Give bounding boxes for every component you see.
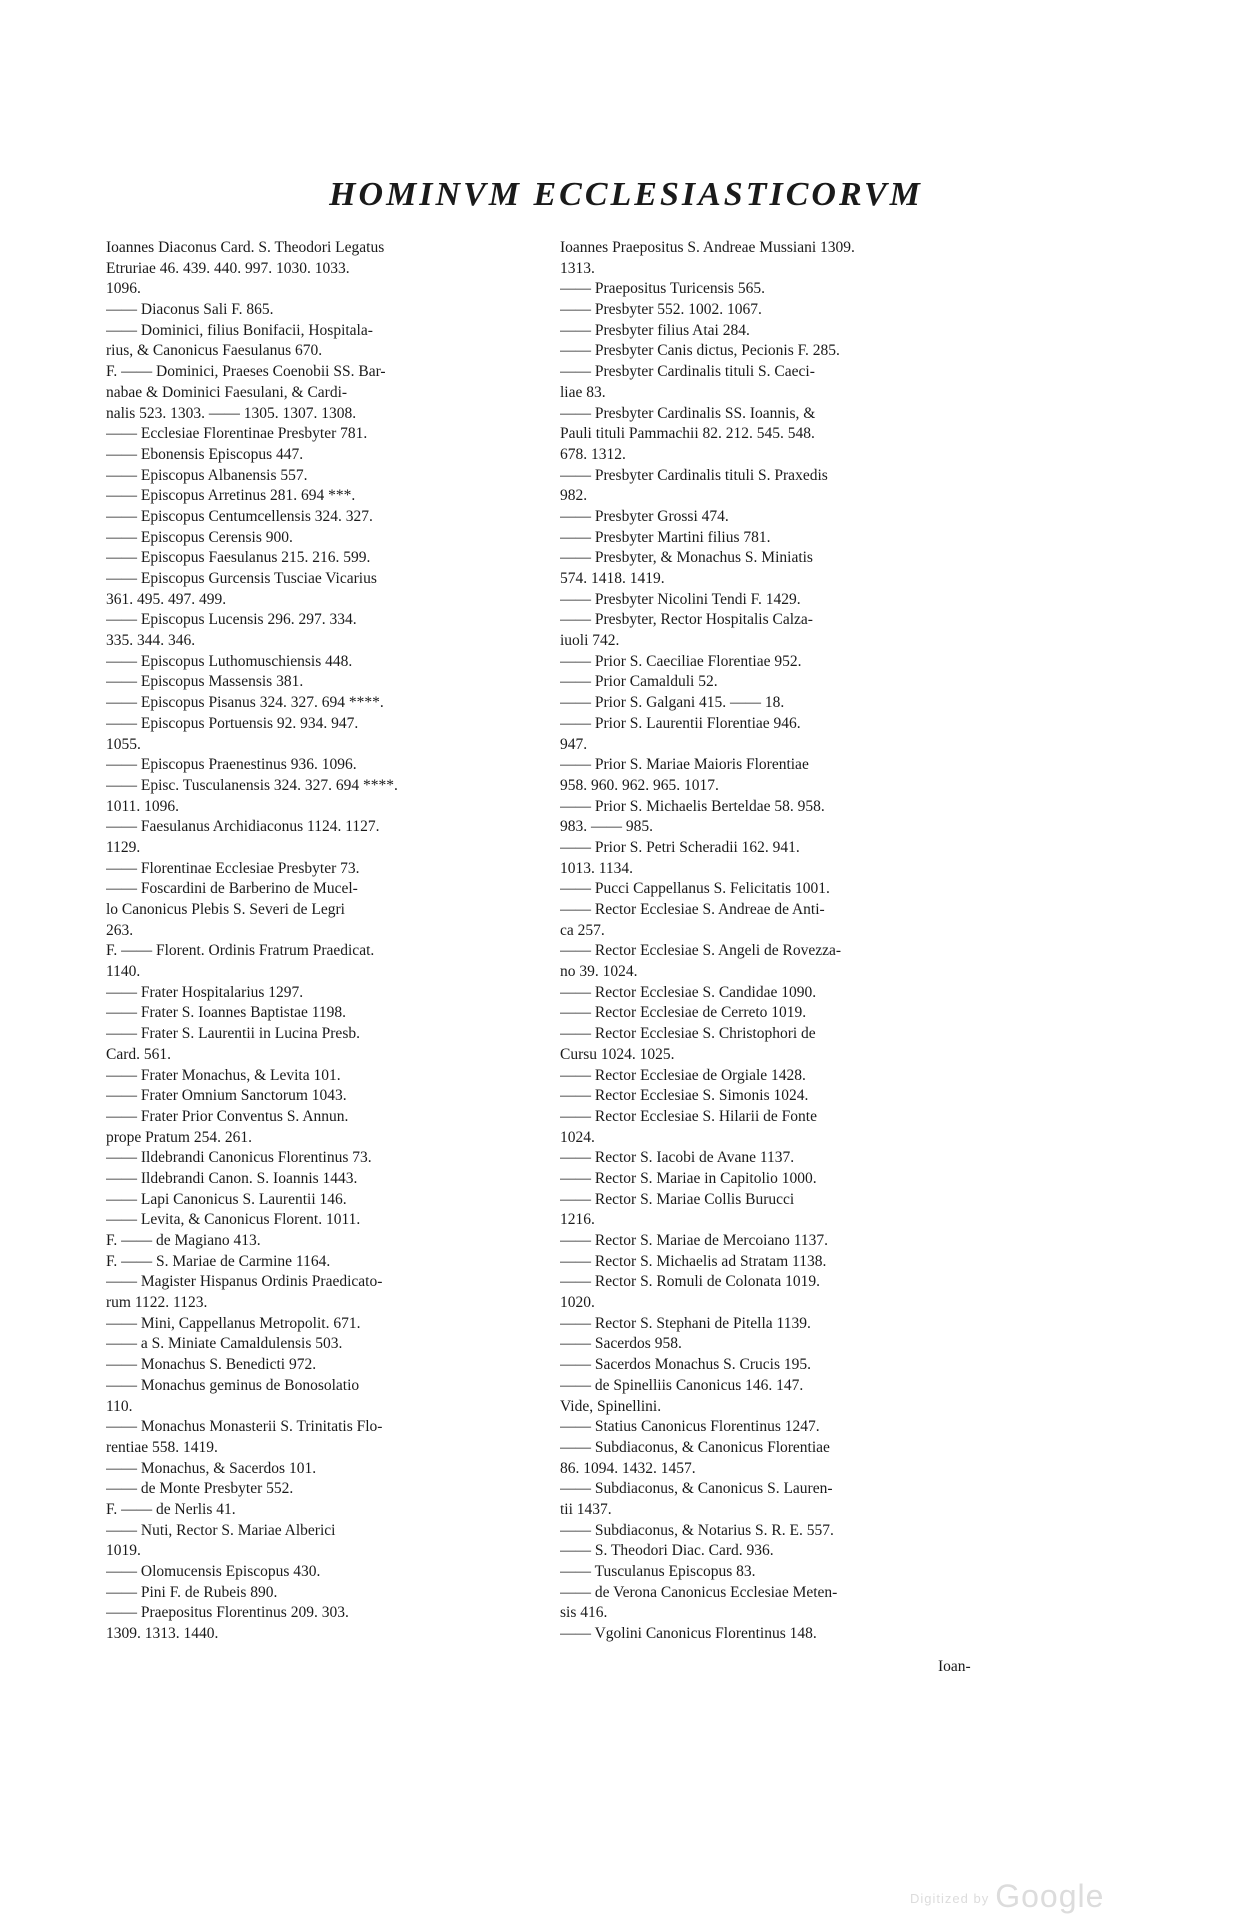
index-entry: —— Episcopus Albanensis 557. — [106, 466, 308, 484]
digitized-watermark — [910, 1878, 1104, 1915]
index-entry: —— Ebonensis Episcopus 447. — [106, 445, 304, 463]
index-entry: Pauli tituli Pammachii 82. 212. 545. 548. — [560, 425, 815, 443]
index-entry: —— Episc. Tusculanensis 324. 327. 694 ****. — [106, 776, 398, 794]
index-entry: F. —— de Magiano 413. — [106, 1232, 261, 1249]
index-entry: 982. — [560, 487, 588, 505]
index-entry: 1011. 1096. — [106, 797, 180, 815]
index-entry: 1309. 1313. 1440. — [106, 1625, 219, 1643]
index-entry: —— Rector Ecclesiae S. Christophori de — [560, 1025, 816, 1043]
index-entry: —— de Spinelliis Canonicus 146. 147. — [560, 1376, 804, 1394]
index-entry: —— de Monte Presbyter 552. — [106, 1480, 294, 1498]
index-entry: —— Frater Monachus, & Levita 101. — [106, 1066, 341, 1084]
index-entry: —— Episcopus Praenestinus 936. 1096. — [106, 756, 357, 774]
page-title: HOMINVM ECCLESIASTICORVM — [329, 176, 923, 213]
index-entry: —— Frater Omnium Sanctorum 1043. — [106, 1087, 347, 1105]
watermark-prefix: Digitized by — [910, 1891, 990, 1907]
index-entry: —— Presbyter Martini filius 781. — [560, 528, 771, 546]
index-entry: 983. —— 985. — [560, 818, 653, 836]
index-entry: —— Rector Ecclesiae S. Andreae de Anti- — [560, 901, 825, 918]
index-entry: —— Praepositus Turicensis 565. — [560, 280, 765, 298]
catchword: Ioan- — [938, 1658, 971, 1675]
index-entry: —— Foscardini de Barberino de Mucel- — [106, 880, 358, 898]
index-entry: 1140. — [106, 963, 141, 981]
index-entry: —— Presbyter Nicolini Tendi F. 1429. — [560, 590, 801, 608]
index-entry: —— a S. Miniate Camaldulensis 503. — [106, 1335, 343, 1353]
index-entry: 958. 960. 962. 965. 1017. — [560, 776, 719, 794]
index-entry: —— Rector S. Romuli de Colonata 1019. — [560, 1273, 821, 1291]
index-entry: Ioannes Diaconus Card. S. Theodori Legatus — [106, 239, 385, 256]
index-entry: —— Monachus geminus de Bonosolatio — [106, 1376, 360, 1394]
index-entry: nabae & Dominici Faesulani, & Cardi- — [106, 383, 348, 401]
index-entry: —— Presbyter 552. 1002. 1067. — [560, 301, 762, 319]
index-entry: 574. 1418. 1419. — [560, 570, 665, 587]
index-entry: rius, & Canonicus Faesulanus 670. — [106, 342, 323, 360]
index-entry: prope Pratum 254. 261. — [106, 1128, 252, 1146]
index-entry: 335. 344. 346. — [106, 632, 196, 650]
index-entry: —— Subdiaconus, & Canonicus Florentiae — [560, 1438, 830, 1456]
index-entry: —— Pucci Cappellanus S. Felicitatis 1001. — [560, 880, 830, 898]
index-entry: —— Rector S. Iacobi de Avane 1137. — [560, 1149, 795, 1167]
index-entry: —— Subdiaconus, & Notarius S. R. E. 557. — [560, 1521, 834, 1539]
index-entry: Ioannes Praepositus S. Andreae Mussiani 1309. — [560, 239, 855, 256]
index-entry: 263. — [106, 921, 134, 939]
index-entry: —— Presbyter, Rector Hospitalis Calza- — [560, 611, 813, 629]
index-entry: —— Presbyter Grossi 474. — [560, 507, 729, 525]
index-entry: iuoli 742. — [560, 632, 620, 650]
index-entry: —— Rector S. Michaelis ad Stratam 1138. — [560, 1252, 827, 1270]
index-entry: —— Rector Ecclesiae S. Candidae 1090. — [560, 983, 817, 1001]
index-entry: —— Faesulanus Archidiaconus 1124. 1127. — [106, 818, 380, 836]
index-entry: 361. 495. 497. 499. — [106, 590, 227, 608]
index-entry: —— Prior S. Caeciliae Florentiae 952. — [560, 652, 802, 670]
index-entry: —— Frater S. Ioannes Baptistae 1198. — [106, 1004, 347, 1022]
index-entry: 110. — [106, 1397, 133, 1415]
index-entry: —— Nuti, Rector S. Mariae Alberici — [106, 1521, 336, 1539]
index-entry: Vide, Spinellini. — [560, 1397, 662, 1415]
index-entry: —— Frater S. Laurentii in Lucina Presb. — [106, 1025, 360, 1043]
index-entry: —— Olomucensis Episcopus 430. — [106, 1563, 321, 1580]
index-entry: —— Presbyter Canis dictus, Pecionis F. 285. — [560, 342, 840, 360]
index-entry: —— Mini, Cappellanus Metropolit. 671. — [106, 1314, 361, 1332]
index-entry: —— de Verona Canonicus Ecclesiae Meten- — [560, 1583, 838, 1601]
index-entry: —— Magister Hispanus Ordinis Praedicato- — [106, 1273, 383, 1291]
index-entry: —— Episcopus Massensis 381. — [106, 673, 304, 691]
index-entry: —— Episcopus Luthomuschiensis 448. — [106, 652, 353, 670]
google-logo-text: Google — [995, 1878, 1105, 1914]
index-entry: —— Praepositus Florentinus 209. 303. — [106, 1604, 349, 1622]
index-entry: 1019. — [106, 1542, 141, 1560]
index-entry: —— Presbyter, & Monachus S. Miniatis — [560, 549, 813, 567]
index-entry: no 39. 1024. — [560, 963, 638, 981]
index-entry: —— Rector Ecclesiae de Cerreto 1019. — [560, 1004, 807, 1022]
index-entry: —— Episcopus Arretinus 281. 694 ***. — [106, 487, 356, 505]
index-entry: —— Rector S. Mariae de Mercoiano 1137. — [560, 1232, 829, 1249]
index-entry: —— Presbyter Cardinalis SS. Ioannis, & — [560, 404, 816, 422]
index-entry: 1024. — [560, 1128, 595, 1146]
index-entry: —— Prior S. Michaelis Berteldae 58. 958. — [560, 797, 825, 815]
index-entry: —— Presbyter filius Atai 284. — [560, 321, 750, 339]
index-entry: —— Rector Ecclesiae S. Angeli de Rovezza- — [560, 942, 842, 960]
index-entry: —— Monachus Monasterii S. Trinitatis Flo- — [106, 1418, 383, 1436]
index-entry: rentiae 558. 1419. — [106, 1438, 218, 1456]
index-entry: —— Ildebrandi Canon. S. Ioannis 1443. — [106, 1169, 358, 1187]
index-entry: tii 1437. — [560, 1500, 612, 1518]
index-entry: —— Ecclesiae Florentinae Presbyter 781. — [106, 425, 368, 443]
index-entry: —— Frater Hospitalarius 1297. — [106, 983, 304, 1001]
index-entry: liae 83. — [560, 383, 606, 401]
index-entry: —— Rector Ecclesiae S. Simonis 1024. — [560, 1087, 809, 1105]
index-entry: —— Rector Ecclesiae de Orgiale 1428. — [560, 1066, 806, 1084]
index-entry: 86. 1094. 1432. 1457. — [560, 1459, 696, 1477]
index-entry: —— Rector S. Mariae in Capitolio 1000. — [560, 1169, 817, 1187]
index-entry: Etruriae 46. 439. 440. 997. 1030. 1033. — [106, 259, 350, 277]
index-entry: 1020. — [560, 1294, 595, 1312]
index-entry: rum 1122. 1123. — [106, 1294, 208, 1312]
index-entry: —— Episcopus Cerensis 900. — [106, 528, 293, 546]
index-entry: —— Rector S. Mariae Collis Burucci — [560, 1190, 795, 1208]
index-entry: nalis 523. 1303. —— 1305. 1307. 1308. — [106, 404, 357, 422]
index-column-right — [560, 238, 1005, 1645]
index-entry: ca 257. — [560, 921, 605, 939]
index-entry: —— Dominici, filius Bonifacii, Hospitala- — [106, 321, 373, 339]
index-entry: 678. 1312. — [560, 445, 626, 463]
index-entry: —— Prior S. Galgani 415. —— 18. — [560, 694, 785, 712]
index-entry: —— Episcopus Faesulanus 215. 216. 599. — [106, 549, 371, 567]
index-entry: —— Vgolini Canonicus Florentinus 148. — [560, 1625, 817, 1643]
index-column-left — [106, 238, 546, 1645]
index-entry: —— Rector S. Stephani de Pitella 1139. — [560, 1314, 811, 1332]
index-entry: —— Prior S. Laurentii Florentiae 946. — [560, 714, 801, 732]
index-entry: —— Episcopus Pisanus 324. 327. 694 ****. — [106, 694, 384, 712]
index-entry: —— Statius Canonicus Florentinus 1247. — [560, 1418, 820, 1436]
index-entry: —— Rector Ecclesiae S. Hilarii de Fonte — [560, 1107, 817, 1125]
index-entry: 1129. — [106, 838, 141, 856]
index-entry: —— Florentinae Ecclesiae Presbyter 73. — [106, 859, 360, 877]
index-entry: F. —— Dominici, Praeses Coenobii SS. Bar- — [106, 363, 386, 381]
index-entry: —— Lapi Canonicus S. Laurentii 146. — [106, 1190, 347, 1208]
index-entry: F. —— de Nerlis 41. — [106, 1500, 236, 1518]
index-entry: —— Episcopus Centumcellensis 324. 327. — [106, 507, 373, 525]
index-entry: —— Tusculanus Episcopus 83. — [560, 1563, 756, 1580]
index-entry: —— Diaconus Sali F. 865. — [106, 301, 274, 319]
index-entry: —— Frater Prior Conventus S. Annun. — [106, 1107, 349, 1125]
index-entry: —— S. Theodori Diac. Card. 936. — [560, 1542, 774, 1560]
index-entry: —— Pini F. de Rubeis 890. — [106, 1583, 278, 1601]
index-entry: —— Episcopus Lucensis 296. 297. 334. — [106, 611, 357, 629]
index-entry: 1055. — [106, 735, 141, 753]
index-entry: —— Ildebrandi Canonicus Florentinus 73. — [106, 1149, 372, 1167]
index-entry: —— Monachus S. Benedicti 972. — [106, 1356, 317, 1374]
index-entry: F. —— S. Mariae de Carmine 1164. — [106, 1252, 331, 1270]
index-entry: Cursu 1024. 1025. — [560, 1045, 675, 1063]
index-entry: —— Levita, & Canonicus Florent. 1011. — [106, 1211, 361, 1229]
index-entry: 1216. — [560, 1211, 595, 1229]
index-entry: Card. 561. — [106, 1045, 172, 1063]
index-entry: 947. — [560, 735, 588, 753]
index-entry: —— Presbyter Cardinalis tituli S. Caeci- — [560, 363, 815, 381]
index-entry: 1313. — [560, 259, 595, 277]
index-entry: —— Subdiaconus, & Canonicus S. Lauren- — [560, 1480, 833, 1498]
index-entry: —— Sacerdos 958. — [560, 1335, 682, 1353]
index-entry: sis 416. — [560, 1604, 608, 1622]
index-entry: —— Episcopus Portuensis 92. 934. 947. — [106, 714, 359, 732]
index-entry: —— Prior Camalduli 52. — [560, 673, 718, 691]
index-entry: F. —— Florent. Ordinis Fratrum Praedicat. — [106, 942, 375, 960]
index-entry: —— Sacerdos Monachus S. Crucis 195. — [560, 1356, 811, 1374]
index-entry: 1096. — [106, 280, 141, 298]
index-entry: —— Monachus, & Sacerdos 101. — [106, 1459, 317, 1477]
index-entry: 1013. 1134. — [560, 859, 634, 877]
index-entry: —— Prior S. Mariae Maioris Florentiae — [560, 756, 809, 774]
index-entry: —— Presbyter Cardinalis tituli S. Praxedis — [560, 466, 828, 484]
index-entry: —— Episcopus Gurcensis Tusciae Vicarius — [106, 570, 377, 587]
index-entry: —— Prior S. Petri Scheradii 162. 941. — [560, 838, 800, 856]
index-entry: lo Canonicus Plebis S. Severi de Legri — [106, 901, 345, 918]
